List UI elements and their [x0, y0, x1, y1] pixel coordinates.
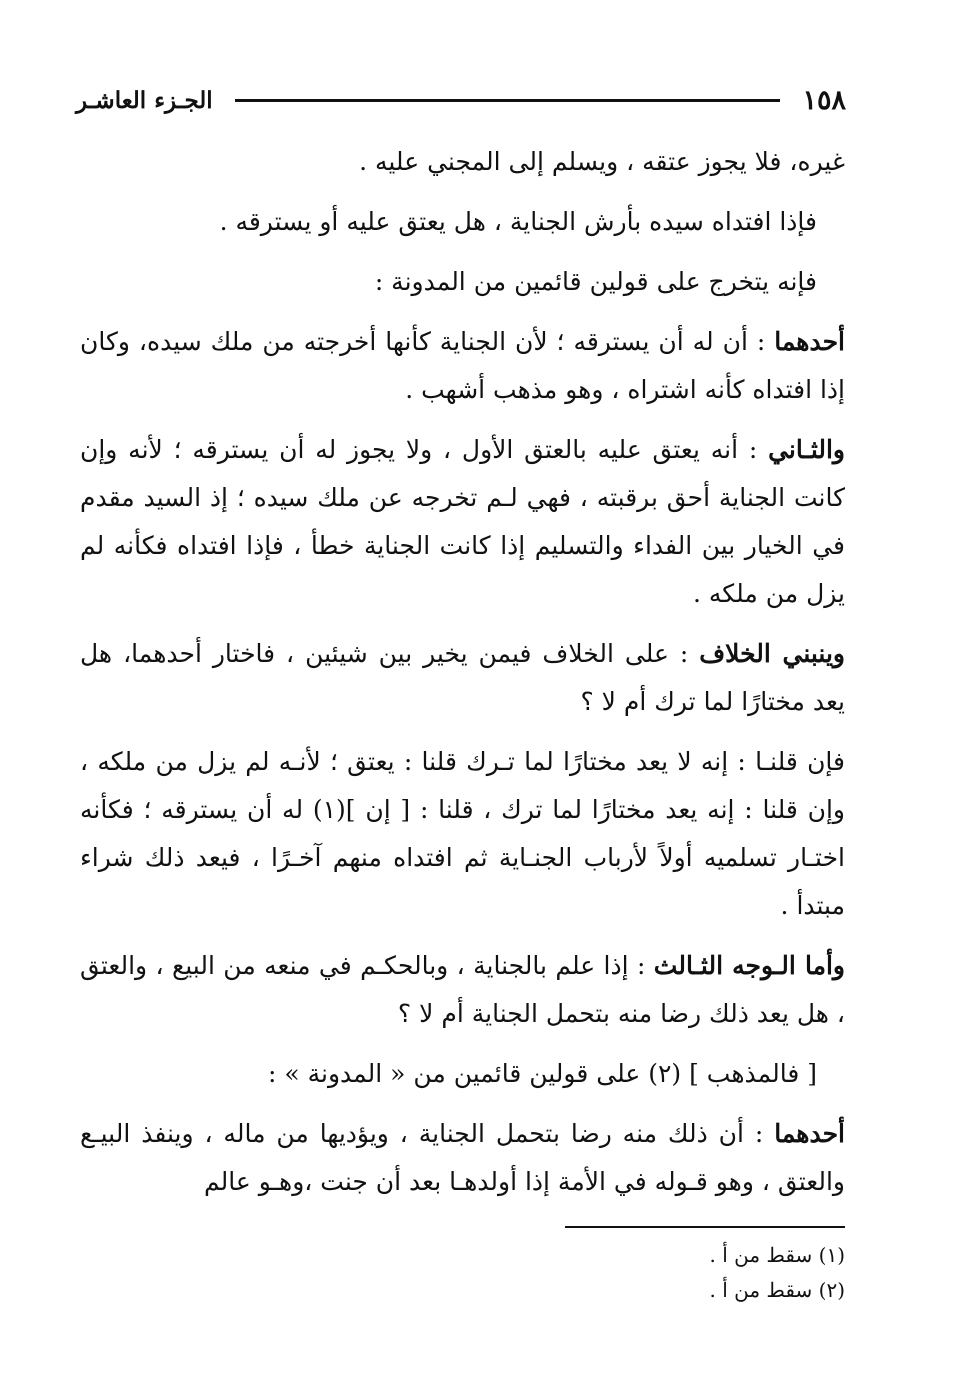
paragraph [80, 1050, 845, 1098]
paragraph [80, 138, 845, 186]
paragraph-text: : أنه يعتق عليه بالعتق الأول ، ولا يجوز له أن يسترقه ؛ لأنه وإن كانت الجناية أحق برقبته ، فهي لـم تخرجه عن ملك سيده ؛ إذ السيد مقدم في الخيار بين الفداء والتسليم إذا كانت الجناية خطأ ، فإذا افتداه فكأنه لم يزل من ملكه . [80, 435, 845, 608]
paragraph [80, 318, 845, 414]
footnote: (٢) سقط من أ . [709, 1278, 845, 1302]
paragraph-text: فإذا افتداه سيده بأرش الجناية ، هل يعتق عليه أو يسترقه . [219, 207, 817, 236]
paragraph-lead: وينبني الخلاف [699, 639, 845, 668]
paragraph [80, 258, 845, 306]
body-text [80, 138, 845, 1218]
header-rule [235, 99, 781, 102]
paragraph [80, 1110, 845, 1206]
paragraph [80, 630, 845, 726]
paragraph [80, 198, 845, 246]
paragraph-text: غيره، فلا يجوز عتقه ، ويسلم إلى المجني عليه . [359, 147, 845, 176]
running-title: الجـزء العاشـر [76, 86, 213, 114]
paragraph-text: : على الخلاف فيمن يخير بين شيئين ، فاختار أحدهما، هل يعد مختارًا لما ترك أم لا ؟ [80, 639, 845, 716]
paragraph-text: فإنه يتخرج على قولين قائمين من المدونة : [374, 267, 817, 296]
paragraph-lead: وأما الـوجه الثـالث [653, 951, 845, 980]
page-number: ١٥٨ [802, 84, 846, 116]
paragraph-text: [ فالمذهب ] (٢) على قولين قائمين من « المدونة » : [267, 1059, 817, 1088]
paragraph-lead: والثـاني [768, 435, 845, 464]
paragraph [80, 426, 845, 618]
paragraph-text: فإن قلنـا : إنه لا يعد مختارًا لما تـرك قلنا : يعتق ؛ لأنـه لم يزل من ملكه ، وإن قلنا : إنه يعد مختارًا لما ترك ، قلنا : [ إن ](١) له أن يسترقه ؛ فكأنه اختـار تسلميه أولاً لأرباب الجنـاية ثم افتداه منهم آخـرًا ، فيعد ذلك شراء مبتدأ . [80, 747, 845, 920]
paragraph-text: : أن له أن يسترقه ؛ لأن الجناية كأنها أخرجته من ملك سيده، وكان إذا افتداه كأنه اشتراه ، وهو مذهب أشهب . [80, 327, 845, 404]
footnote: (١) سقط من أ . [709, 1243, 845, 1267]
footnote-rule [565, 1226, 845, 1228]
page-header [76, 80, 846, 120]
paragraph-text: : أن ذلك منه رضا بتحمل الجناية ، ويؤديها من ماله ، وينفذ البيـع والعتق ، وهو قـوله في الأمة إذا أولدهـا بعد أن جنت ،وهـو عالم [80, 1119, 845, 1196]
footnotes [560, 1238, 845, 1308]
paragraph-text: : إذا علم بالجناية ، وبالحكـم في منعه من البيع ، والعتق ، هل يعد ذلك رضا منه بتحمل الجناية أم لا ؟ [80, 951, 845, 1028]
paragraph [80, 738, 845, 930]
paragraph-lead: أحدهما [774, 327, 845, 356]
paragraph [80, 942, 845, 1038]
paragraph-lead: أحدهما [774, 1119, 845, 1148]
